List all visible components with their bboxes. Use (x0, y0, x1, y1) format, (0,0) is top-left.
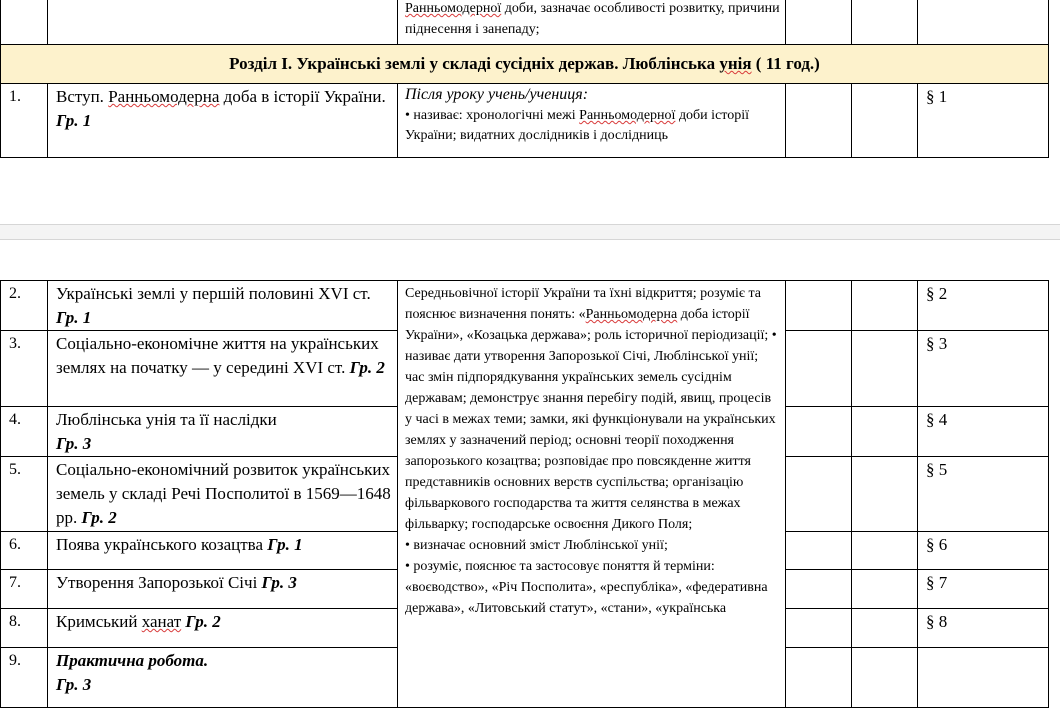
cell (852, 532, 918, 570)
textbook-paragraph (918, 648, 1049, 708)
group-label: Гр. 2 (349, 358, 385, 377)
cell (852, 331, 918, 407)
textbook-paragraph: § 3 (918, 331, 1049, 407)
cell (786, 570, 852, 609)
cell (852, 570, 918, 609)
cell (786, 648, 852, 708)
cell (852, 407, 918, 457)
row-number: 2. (1, 281, 48, 331)
group-label: Гр. 1 (56, 111, 92, 130)
group-label: Гр. 1 (267, 535, 303, 554)
group-label: Гр. 1 (56, 308, 92, 327)
lesson-topic: Соціально-економічне життя на українських землях на початку — у середині XVI ст. Гр. 2 (48, 331, 398, 407)
lesson-topic: Люблінська унія та її наслідки Гр. 3 (48, 407, 398, 457)
textbook-paragraph: § 7 (918, 570, 1049, 609)
cell (852, 648, 918, 708)
textbook-paragraph: § 8 (918, 609, 1049, 648)
table-row (1, 281, 1049, 331)
cell (48, 0, 398, 45)
textbook-paragraph: § 5 (918, 457, 1049, 532)
textbook-paragraph: § 2 (918, 281, 1049, 331)
lesson-topic: Вступ. Ранньомодерна доба в історії України. Гр. 1 (48, 84, 398, 158)
group-label: Гр. 2 (81, 508, 117, 527)
lesson-topic: Практична робота. Гр. 3 (48, 648, 398, 708)
cell (852, 84, 918, 158)
row-number: 3. (1, 331, 48, 407)
cell (786, 609, 852, 648)
curriculum-table-top (0, 0, 1049, 158)
group-label: Гр. 3 (56, 434, 92, 453)
lesson-topic: Поява українського козацтва Гр. 1 (48, 532, 398, 570)
table-row (1, 84, 1049, 158)
page-break-line (0, 239, 1060, 240)
cell (852, 457, 918, 532)
curriculum-table-bottom (0, 280, 1049, 708)
cell (786, 532, 852, 570)
cell (786, 0, 852, 45)
expected-results: Після уроку учень/учениця: • називає: хронологічні межі Ранньомодерної доби історії України; видатних дослідників і дослідниць (398, 84, 786, 158)
row-number: 1. (1, 84, 48, 158)
lesson-topic: Утворення Запорозької Січі Гр. 3 (48, 570, 398, 609)
row-number: 6. (1, 532, 48, 570)
row-number: 8. (1, 609, 48, 648)
cell (786, 84, 852, 158)
continuation-row (1, 0, 1049, 45)
lesson-topic: Соціально-економічний розвиток українських земель у складі Речі Посполитої в 1569—1648 рр. Гр. 2 (48, 457, 398, 532)
continuation-result: Ранньомодерної доби, зазначає особливості розвитку, причини піднесення і занепаду; (398, 0, 786, 45)
lesson-topic: Кримський ханат Гр. 2 (48, 609, 398, 648)
section-title: Розділ І. Українські землі у складі сусідніх держав. Люблінська унія ( 11 год.) (1, 45, 1049, 84)
page-gap (0, 225, 1060, 239)
cell (852, 609, 918, 648)
expected-results: Середньовічної історії України та їхні відкриття; розуміє та пояснює визначення понять: «Ранньомодерна доба історії України», «Козацька держава»; роль історичної періодизації; • називає дати утворення Запорозької Січі, Люблінської унії; час змін підпорядкування українських земель сусіднім державам; демонструє знання перебігу подій, явищ, процесів у часі в межах теми; замки, які функціонували на українських землях у зазначений період; основні теорії походження запорозького козацтва; розповідає про повсякденне життя представників основних верств суспільства; організацію фільваркового господарства та життя селянства в межах фільварку; господарське освоєння Дикого Поля; • визначає основний зміст Люблінської унії; • розуміє, пояснює та застосовує поняття й терміни: «воєводство», «Річ Посполита», «республіка», «федеративна держава», «Литовський статут», «стани», «українська (398, 281, 786, 708)
results-intro: Після уроку учень/учениця: (405, 86, 589, 103)
row-number: 7. (1, 570, 48, 609)
textbook-paragraph: § 4 (918, 407, 1049, 457)
section-header-row (1, 45, 1049, 84)
textbook-paragraph: § 1 (918, 84, 1049, 158)
cell (1, 0, 48, 45)
cell (786, 457, 852, 532)
cell (786, 331, 852, 407)
cell (852, 281, 918, 331)
cell (786, 407, 852, 457)
textbook-paragraph: § 6 (918, 532, 1049, 570)
group-label: Гр. 3 (261, 573, 297, 592)
cell (852, 0, 918, 45)
row-number: 5. (1, 457, 48, 532)
lesson-topic: Українські землі у першій половині XVI ст. Гр. 1 (48, 281, 398, 331)
group-label: Гр. 3 (56, 675, 92, 694)
row-number: 4. (1, 407, 48, 457)
group-label: Гр. 2 (185, 612, 221, 631)
row-number: 9. (1, 648, 48, 708)
cell (786, 281, 852, 331)
cell (918, 0, 1049, 45)
